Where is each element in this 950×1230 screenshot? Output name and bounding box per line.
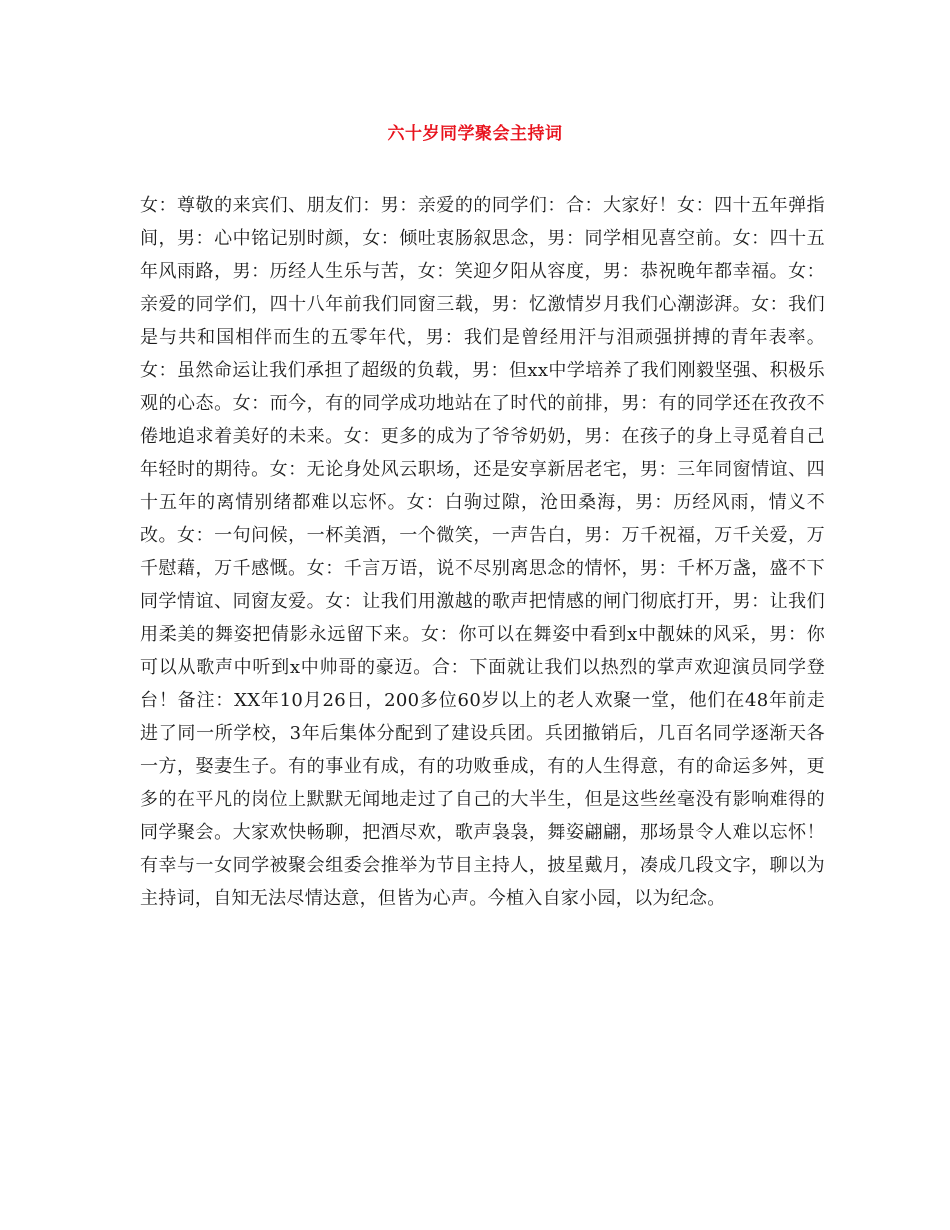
document-title: 六十岁同学聚会主持词 <box>387 124 563 144</box>
document-body: 女：尊敬的来宾们、朋友们：男：亲爱的的同学们：合：大家好！女：四十五年弹指间，男：心中铭记别时颜，女：倾吐衷肠叙思念，男：同学相见喜空前。女：四十五年风雨路，男：历经人生乐与苦，女：笑迎夕阳从容度，男：恭祝晚年都幸福。女：亲爱的同学们，四十八年前我们同窗三载，男：忆激情岁月我们心潮澎湃。女：我们是与共和国相伴而生的五零年代，男：我们是曾经用汗与泪顽强拼搏的青年表率。女：虽然命运让我们承担了超级的负载，男：但xx中学培养了我们刚毅坚强、积极乐观的心态。女：而今，有的同学成功地站在了时代的前排，男：有的同学还在孜孜不倦地追求着美好的未来。女：更多的成为了爷爷奶奶，男：在孩子的身上寻觅着自己年轻时的期待。女：无论身处风云职场，还是安享新居老宅，男：三年同窗情谊、四十五年的离情别绪都难以忘怀。女：白驹过隙，沧田桑海，男：历经风雨，情义不改。女：一句问候，一杯美酒，一个微笑，一声告白，男：万千祝福，万千关爱，万千慰藉，万千感慨。女：千言万语，说不尽别离思念的情怀，男：千杯万盏，盛不下同学情谊、同窗友爱。女：让我们用激越的歌声把情感的闸门彻底打开，男：让我们用柔美的舞姿把倩影永远留下来。女：你可以在舞姿中看到x中靓妹的风采，男：你可以从歌声中听到x中帅哥的豪迈。合：下面就让我们以热烈的掌声欢迎演员同学登台！备注：XX年10月26日，200多位60岁以上的老人欢聚一堂，他们在48年前走进了同一所学校，3年后集体分配到了建设兵团。兵团撤销后，几百名同学逐渐天各一方，娶妻生子。有的事业有成，有的功败垂成，有的人生得意，有的命运多舛，更多的在平凡的岗位上默默无闻地走过了自己的大半生，但是这些丝毫没有影响难得的同学聚会。大家欢快畅聊，把酒尽欢，歌声袅袅，舞姿翩翩，那场景令人难以忘怀！有幸与一女同学被聚会组委会推举为节目主持人，披星戴月，凑成几段文字，聊以为主持词，自知无法尽情达意，但皆为心声。今植入自家小园，以为纪念。 <box>140 195 825 909</box>
